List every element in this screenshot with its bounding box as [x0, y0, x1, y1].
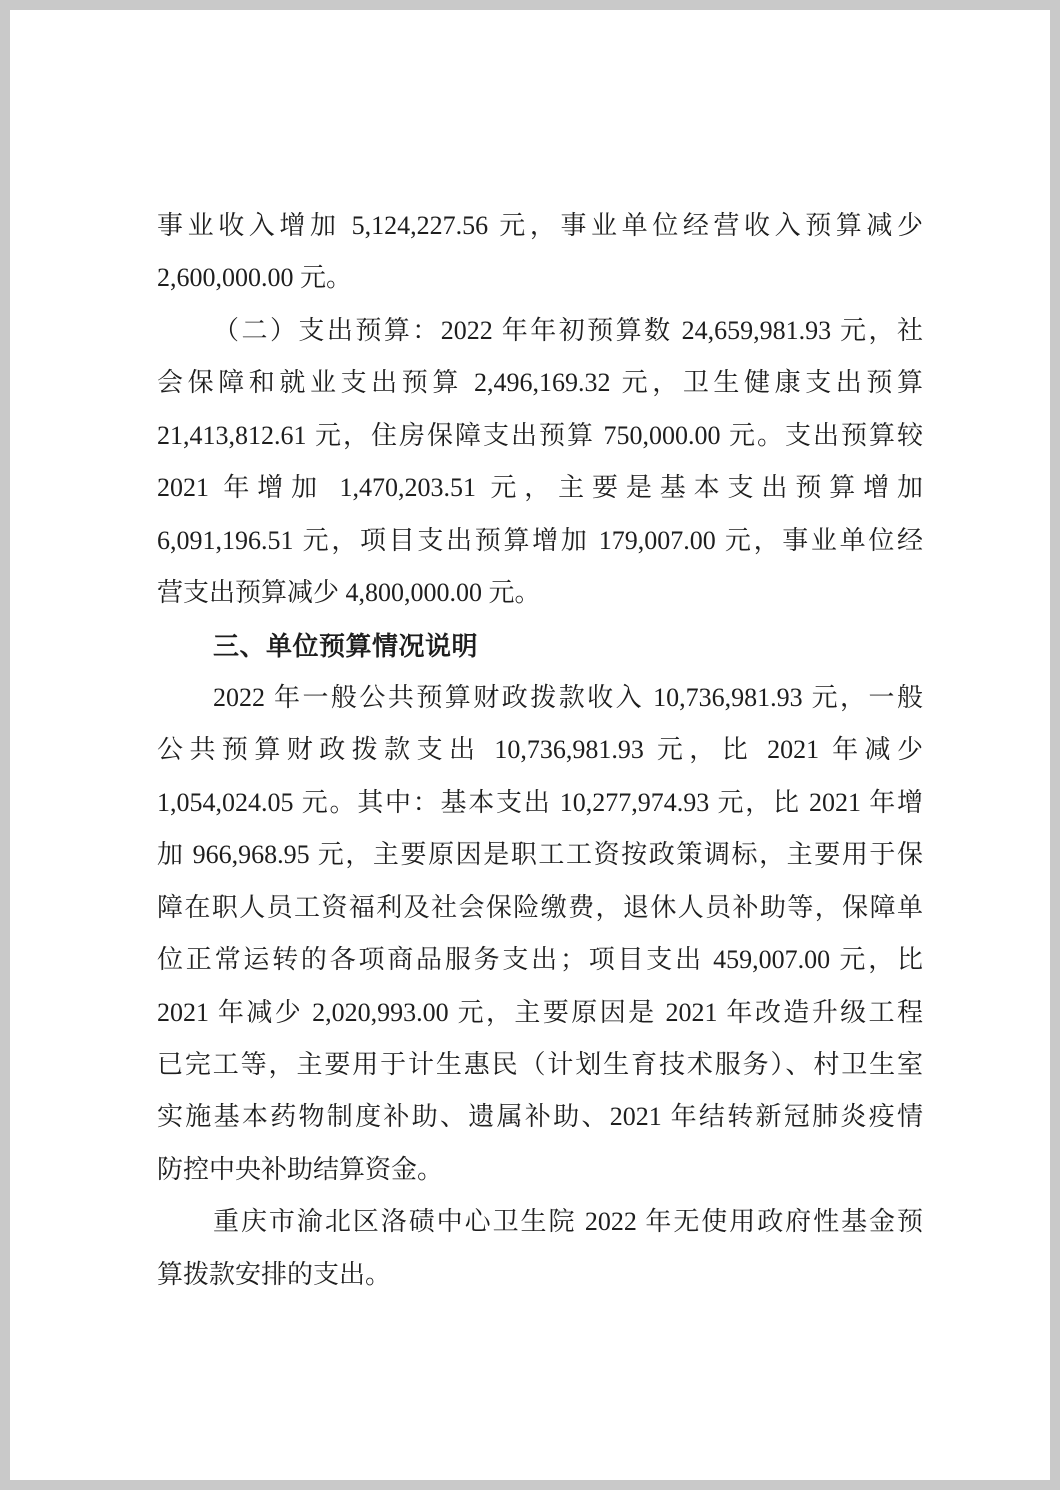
text-line: 已完工等，主要用于计生惠民（计划生育技术服务）、村卫生室 — [157, 1050, 923, 1079]
section-heading: 三、单位预算情况说明 — [213, 630, 479, 661]
text-line: 2022 年一般公共预算财政拨款收入 10,736,981.93 元，一般 — [213, 682, 923, 712]
document-body — [157, 200, 923, 1301]
text-line: 重庆市渝北区洛碛中心卫生院 2022 年无使用政府性基金预 — [213, 1207, 923, 1237]
text-line: 2021 年增加 1,470,203.51 元，主要是基本支出预算增加 — [157, 473, 923, 503]
paragraph-government-fund — [157, 1196, 923, 1301]
text-line: （二）支出预算：2022 年年初预算数 24,659,981.93 元，社 — [213, 315, 923, 345]
paragraph-income-continued — [157, 200, 923, 305]
text-line: 加 966,968.95 元，主要原因是职工工资按政策调标，主要用于保 — [157, 840, 923, 870]
text-line: 营支出预算减少 4,800,000.00 元。 — [157, 578, 541, 608]
paragraph-expenditure-budget — [157, 305, 923, 620]
text-line: 位正常运转的各项商品服务支出；项目支出 459,007.00 元，比 — [157, 945, 923, 975]
text-line: 2,600,000.00 元。 — [157, 263, 353, 293]
text-line: 会保障和就业支出预算 2,496,169.32 元，卫生健康支出预算 — [157, 368, 923, 398]
text-line: 事业收入增加 5,124,227.56 元，事业单位经营收入预算减少 — [157, 211, 923, 240]
text-line: 21,413,812.61 元，住房保障支出预算 750,000.00 元。支出预算较 — [157, 420, 923, 450]
text-line: 2021 年减少 2,020,993.00 元，主要原因是 2021 年改造升级工程 — [157, 997, 923, 1027]
text-line: 障在职人员工资福利及社会保险缴费，退休人员补助等，保障单 — [157, 892, 923, 922]
text-line: 防控中央补助结算资金。 — [157, 1154, 444, 1184]
text-line: 6,091,196.51 元，项目支出预算增加 179,007.00 元，事业单位经 — [157, 525, 923, 555]
text-line: 实施基本药物制度补助、遗属补助、2021 年结转新冠肺炎疫情 — [157, 1102, 923, 1132]
paragraph-general-budget — [157, 672, 923, 1196]
document-page — [10, 10, 1050, 1480]
text-line: 公共预算财政拨款支出 10,736,981.93 元，比 2021 年减少 — [157, 735, 923, 765]
text-line: 1,054,024.05 元。其中：基本支出 10,277,974.93 元，比 2021 年增 — [157, 787, 923, 817]
text-line: 算拨款安排的支出。 — [157, 1259, 392, 1289]
